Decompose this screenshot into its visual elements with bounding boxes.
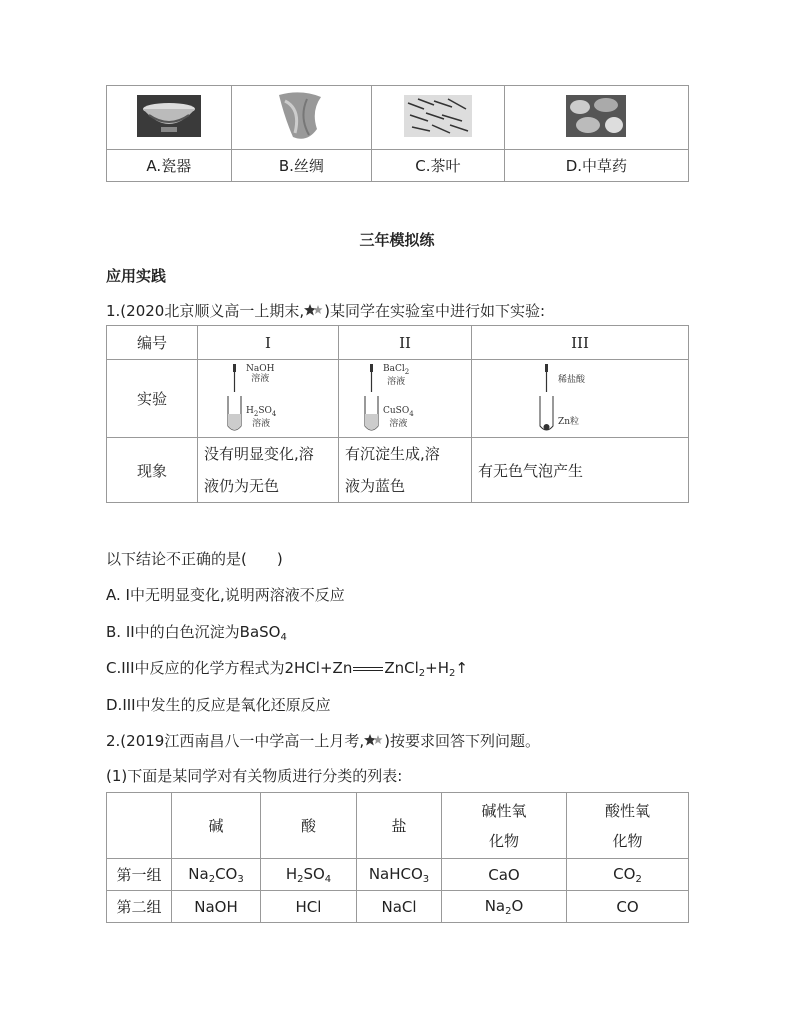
- porcelain-bowl-photo: [137, 95, 201, 137]
- option-b-label: B.丝绸: [231, 150, 372, 182]
- header-acidic-oxide: 酸性氧 化物: [567, 793, 689, 859]
- table-cell: NaOH: [172, 891, 261, 923]
- header-col-2: II: [339, 326, 472, 360]
- header-label: 编号: [107, 326, 198, 360]
- row-label-group-2: 第二组: [107, 891, 172, 923]
- difficulty-star-icon: [304, 303, 324, 317]
- test-tube-dropper-icon: [224, 364, 248, 434]
- phenomenon-1: 没有明显变化,溶 液仍为无色: [198, 438, 339, 503]
- experiment-3: 稀盐酸 Zn粒: [472, 360, 689, 438]
- table-cell: $Na_2O$: [442, 891, 567, 923]
- table-cell: $CO_2$: [567, 859, 689, 891]
- header-salt: 盐: [357, 793, 442, 859]
- phenomenon-label: 现象: [107, 438, 198, 503]
- experiment-label: 实验: [107, 360, 198, 438]
- option-a-label: A.瓷器: [107, 150, 232, 182]
- q1-option-b: B. II中的白色沉淀为BaSO$_4$: [106, 623, 287, 643]
- table-cell: $H_2SO_4$: [261, 859, 357, 891]
- q1-stem: 1.(2020北京顺义高一上期末, )某同学在实验室中进行如下实验:: [106, 302, 546, 320]
- options-table: [106, 85, 689, 182]
- experiment-2: BaCl$_2$ 溶液 CuSO$_4$ 溶液: [339, 360, 472, 438]
- header-basic-oxide: 碱性氧 化物: [442, 793, 567, 859]
- q2-stem: 2.(2019江西南昌八一中学高一上月考, )按要求回答下列问题。: [106, 732, 540, 750]
- table-cell: HCl: [261, 891, 357, 923]
- q1-question: 以下结论不正确的是( ): [106, 550, 283, 568]
- option-d-label: D.中草药: [504, 150, 688, 182]
- option-a-image: [107, 86, 232, 150]
- test-tube-dropper-icon: [361, 364, 385, 434]
- section-title: 三年模拟练: [359, 231, 435, 249]
- classification-table: [106, 792, 689, 923]
- header-col-1: I: [198, 326, 339, 360]
- table-cell: $Na_2CO_3$: [172, 859, 261, 891]
- corner-cell: [107, 793, 172, 859]
- gas-arrow-icon: ↑: [455, 659, 468, 677]
- tea-leaves-photo: [404, 95, 472, 137]
- q1-option-a: A. I中无明显变化,说明两溶液不反应: [106, 586, 345, 604]
- subsection-title: 应用实践: [106, 267, 167, 285]
- header-acid: 酸: [261, 793, 357, 859]
- difficulty-star-icon: [364, 733, 384, 747]
- table-cell: NaCl: [357, 891, 442, 923]
- table-cell: CaO: [442, 859, 567, 891]
- table-cell: NaHCO$_3$: [357, 859, 442, 891]
- option-c-image: [372, 86, 505, 150]
- test-tube-dropper-icon: [536, 364, 560, 434]
- header-col-3: III: [472, 326, 689, 360]
- header-base: 碱: [172, 793, 261, 859]
- silk-scarf-photo: [271, 89, 331, 143]
- option-b-image: [231, 86, 372, 150]
- herbal-medicine-photo: [566, 95, 626, 137]
- equals-line: [353, 667, 383, 671]
- experiment-table: [106, 325, 689, 503]
- experiment-1: NaOH 溶液 $H_2SO_4$ 溶液: [198, 360, 339, 438]
- option-d-image: [504, 86, 688, 150]
- q1-option-c: C.III中反应的化学方程式为2HCl+Zn $ZnCl_2+H_2↑$: [106, 659, 468, 679]
- option-c-label: C.茶叶: [372, 150, 505, 182]
- q2-sub1: (1)下面是某同学对有关物质进行分类的列表:: [106, 767, 403, 785]
- phenomenon-2: 有沉淀生成,溶 液为蓝色: [339, 438, 472, 503]
- row-label-group-1: 第一组: [107, 859, 172, 891]
- phenomenon-3: 有无色气泡产生: [472, 438, 689, 503]
- q1-option-d: D.III中发生的反应是氧化还原反应: [106, 696, 331, 714]
- table-cell: CO: [567, 891, 689, 923]
